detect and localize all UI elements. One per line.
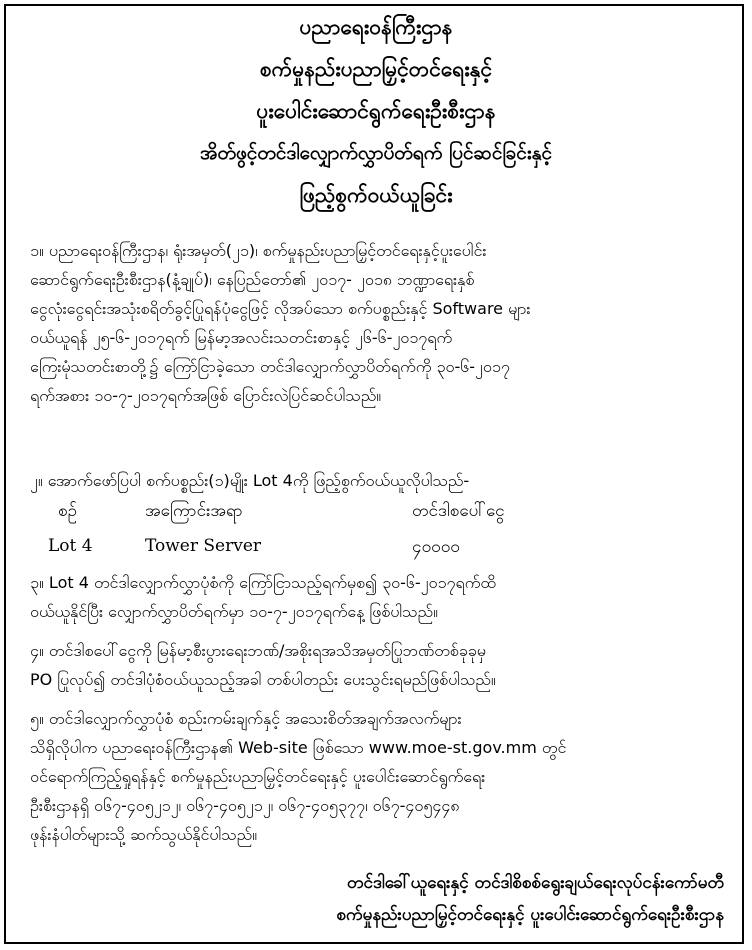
paragraph-5-line: ဝင်ရောက်ကြည့်ရှုရန်နှင့် စက်မှုနည်းပညာမြှင့်တင်ရေးနှင့် ပူးပေါင်းဆောင်ရွက်ရေး	[30, 767, 486, 786]
notice-subheading: ဖြည့်စွက်ဝယ်ယူခြင်း	[299, 183, 453, 207]
paragraph-5-line: ဦးစီးဌာနရှိ ၀၆၇-၄၀၅၂၁၂၊ ၀၆၇-၄၀၅၂၁၂၊ ၀၆၇-၄၀၅၃၇၇၊ ၀၆၇-၄၀၅၄၄၈	[30, 796, 460, 815]
paragraph-5	[30, 704, 722, 849]
paragraph-1-line: ဝယ်ယူရန် ၂၅-၆-၂၀၁၇ရက် မြန်မာ့အလင်းသတင်းစာနှင့် ၂၆-၆-၂၀၁၇ရက်	[30, 328, 453, 347]
paragraph-1-line: ဆောင်ရွက်ရေးဦးစီးဌာန(နံ့ချုပ်)၊ နေပြည်တော်၏ ၂၀၁၇- ၂၀၁၈ ဘဏ္ဍာရေးနှစ်	[30, 270, 475, 289]
department-title-1: စက်မှုနည်းပညာမြှင့်တင်ရေးနှင့်	[259, 57, 493, 81]
paragraph-3	[30, 568, 722, 626]
paragraph-1-line: ငွေလုံးငွေရင်းအသုံးစရိတ်ခွင့်ပြုရန်ပုံငွေဖြင့် လိုအပ်သော စက်ပစ္စည်းနှင့် Software များ	[30, 299, 531, 318]
department-title-2: ပူးပေါင်းဆောင်ရွက်ရေးဦးစီးဌာန	[256, 99, 496, 123]
paragraph-1-line: ရက်အစား ၁၀-၇-၂၀၁၇ရက်အဖြစ် ပြောင်းလဲပြင်ဆင်ပါသည်။	[30, 386, 382, 405]
ministry-title: ပညာရေးဝန်ကြီးဌာန	[299, 15, 453, 39]
paragraph-3-line: ၃။ Lot 4 တင်ဒါလျှောက်လွှာပုံစံကို ကြော်ငြာသည့်ရက်မှစ၍ ၃၀-၆-၂၀၁၇ရက်ထိ	[30, 573, 496, 592]
paragraph-5-line: ဖုန်းနံပါတ်များသို့ ဆက်သွယ်နိုင်ပါသည်။	[30, 825, 258, 844]
paragraph-1-line: ကြေးမုံသတင်းစာတို့၌ ကြော်ငြာခဲ့သော တင်ဒါလျှောက်လွှာပိတ်ရက်ကို ၃၀-၆-၂၀၁၇	[30, 357, 510, 376]
paragraph-2	[30, 466, 722, 495]
table-header-no: စဉ်	[58, 501, 77, 521]
committee-signature: တင်ဒါခေါ်ယူရေးနှင့် တင်ဒါစိစစ်ရွေးချယ်ရေးလုပ်ငန်းကော်မတီ	[347, 873, 724, 893]
table-cell-amount: ၄၀၀၀၀	[412, 537, 460, 557]
paragraph-5-line: သိရှိလိုပါက ပညာရေးဝန်ကြီးဌာန၏ Web-site ဖြစ်သော www.moe-st.gov.mm တွင်	[30, 738, 567, 757]
paragraph-2-line: ၂။ အောက်ဖော်ပြပါ စက်ပစ္စည်း(၁)မျိုး Lot 4ကို ဖြည့်စွက်ဝယ်ယူလိုပါသည်-	[30, 471, 470, 490]
paragraph-4	[30, 636, 722, 694]
table-cell-lot: Lot 4	[48, 536, 93, 556]
table-cell-item: Tower Server	[145, 536, 262, 556]
paragraph-1-line: ၁။ ပညာရေးဝန်ကြီးဌာန၊ ရုံးအမှတ်(၂၁)၊ စက်မှုနည်းပညာမြှင့်တင်ရေးနှင့်ပူးပေါင်း	[30, 241, 487, 260]
department-signature: စက်မှုနည်းပညာမြှင့်တင်ရေးနှင့် ပူးပေါင်းဆောင်ရွက်ရေးဦးစီးဌာန	[336, 905, 724, 925]
notice-heading: အိတ်ဖွင့်တင်ဒါလျှောက်လွှာပိတ်ရက် ပြင်ဆင်ခြင်းနှင့်	[200, 142, 552, 164]
paragraph-1	[30, 236, 722, 410]
paragraph-5-line: ၅။ တင်ဒါလျှောက်လွှာပုံစံ စည်းကမ်းချက်နှင့် အသေးစိတ်အချက်အလက်များ	[30, 709, 462, 728]
paragraph-4-line: PO ပြုလုပ်၍ တင်ဒါပုံစံဝယ်ယူသည့်အခါ တစ်ပါတည်း ပေးသွင်းရမည်ဖြစ်ပါသည်။	[30, 670, 496, 689]
table-header-item: အကြောင်းအရာ	[145, 501, 243, 521]
paragraph-4-line: ၄။ တင်ဒါစပေါ်ငွေကို မြန်မာ့စီးပွားရေးဘဏ်/အစိုးရအသိအမှတ်ပြုဘဏ်တစ်ခုခုမှ	[30, 641, 486, 660]
paragraph-3-line: ဝယ်ယူနိုင်ပြီး လျှောက်လွှာပိတ်ရက်မှာ ၁၀-၇-၂၀၁၇ရက်နေ့ ဖြစ်ပါသည်။	[30, 602, 438, 621]
table-header-amount: တင်ဒါစပေါ်ငွေ	[412, 501, 505, 521]
